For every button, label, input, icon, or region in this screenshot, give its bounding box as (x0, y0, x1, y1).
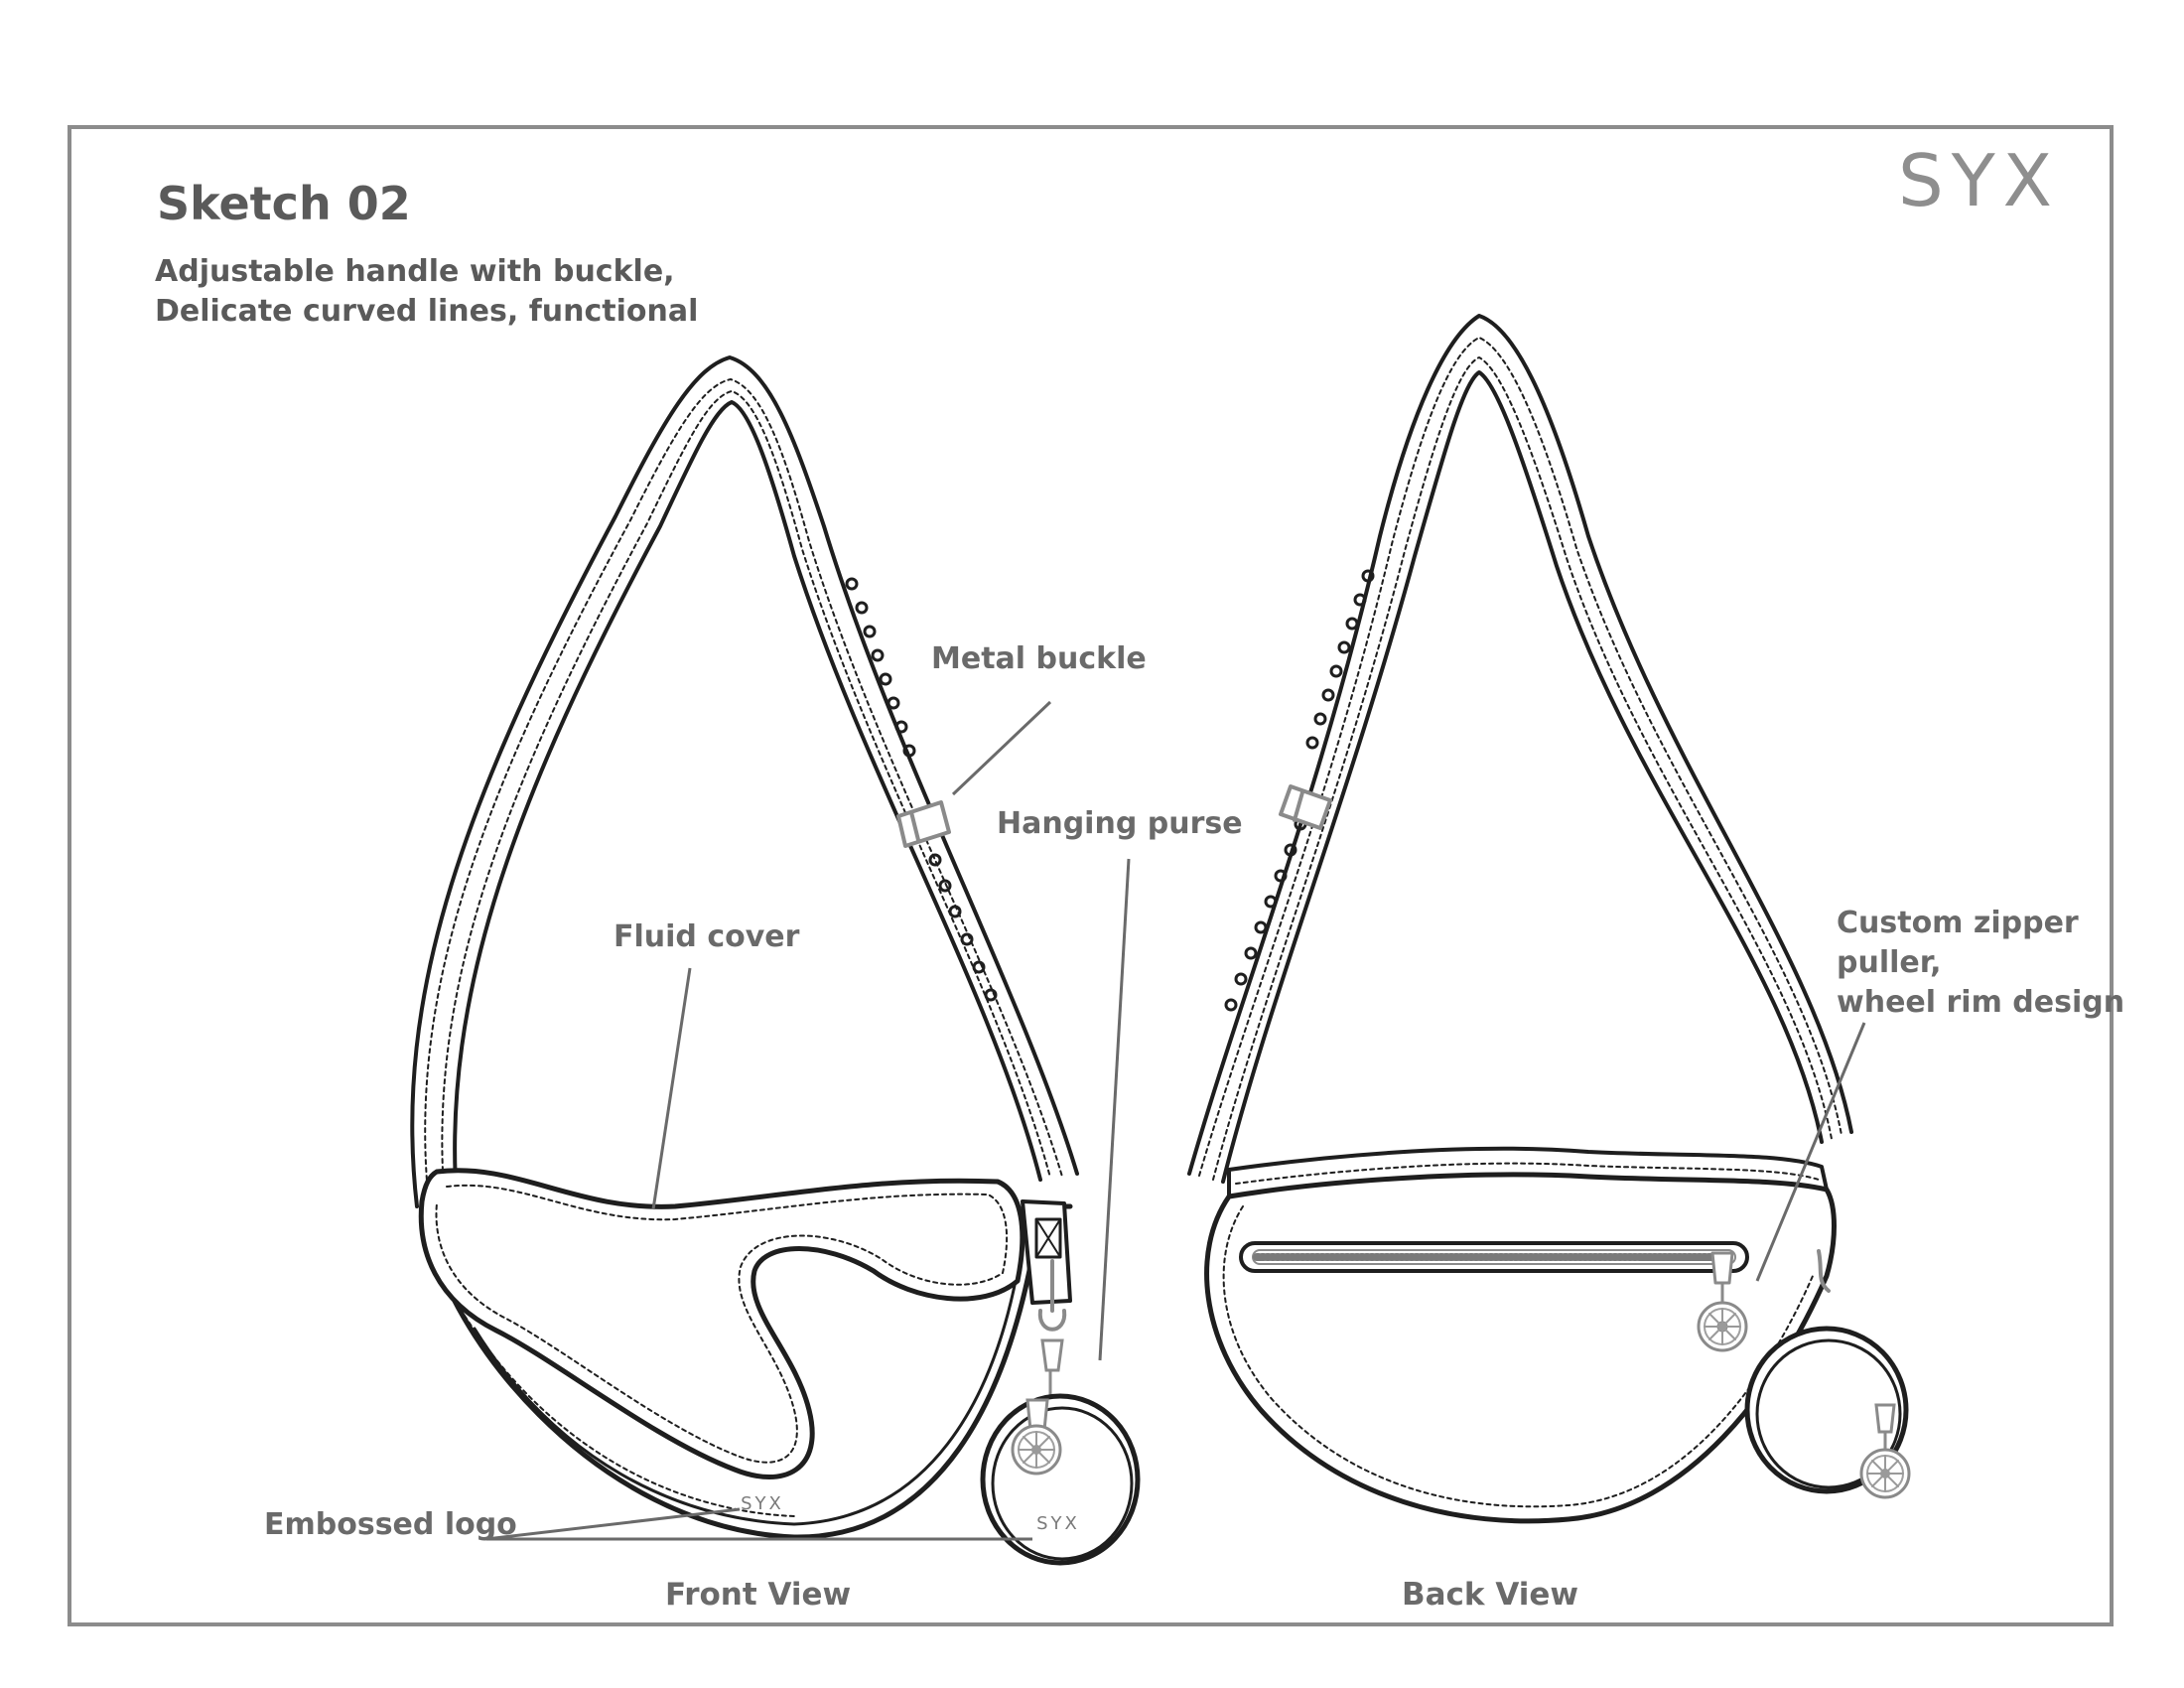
brand-logo: SYX (1898, 139, 2061, 222)
front-metal-buckle (898, 802, 949, 846)
purse-embossed-logo-text: SYX (1036, 1513, 1080, 1534)
back-bag-body (1207, 1175, 1835, 1521)
description-line-1: Adjustable handle with buckle, (155, 254, 675, 289)
front-view-label: Front View (665, 1577, 852, 1613)
metal-buckle-leader (953, 702, 1050, 794)
hanging-purse-leader (1100, 859, 1129, 1360)
back-metal-buckle (1281, 786, 1330, 828)
hanging-purse-label: Hanging purse (997, 806, 1243, 841)
custom-zipper-label (1837, 904, 2124, 1023)
back-view-bag (1189, 316, 1851, 1521)
back-strap (1189, 316, 1851, 1182)
custom-zipper-line-3: wheel rim design (1837, 985, 2125, 1020)
front-strap (412, 357, 1077, 1206)
fluid-cover-label: Fluid cover (614, 919, 800, 954)
embossed-logo-leader-1 (486, 1509, 740, 1539)
metal-buckle-label: Metal buckle (931, 641, 1147, 676)
fluid-cover-leader (653, 968, 690, 1209)
custom-zipper-line-1: Custom zipper (1837, 906, 2079, 940)
custom-zipper-line-2: puller, (1837, 945, 1942, 980)
front-embossed-logo-text: SYX (741, 1493, 784, 1514)
back-zipper (1241, 1243, 1747, 1271)
back-view-label: Back View (1402, 1577, 1579, 1613)
embossed-logo-label: Embossed logo (264, 1507, 517, 1542)
sketch-title: Sketch 02 (157, 177, 411, 230)
description-line-2: Delicate curved lines, functional (155, 294, 699, 329)
